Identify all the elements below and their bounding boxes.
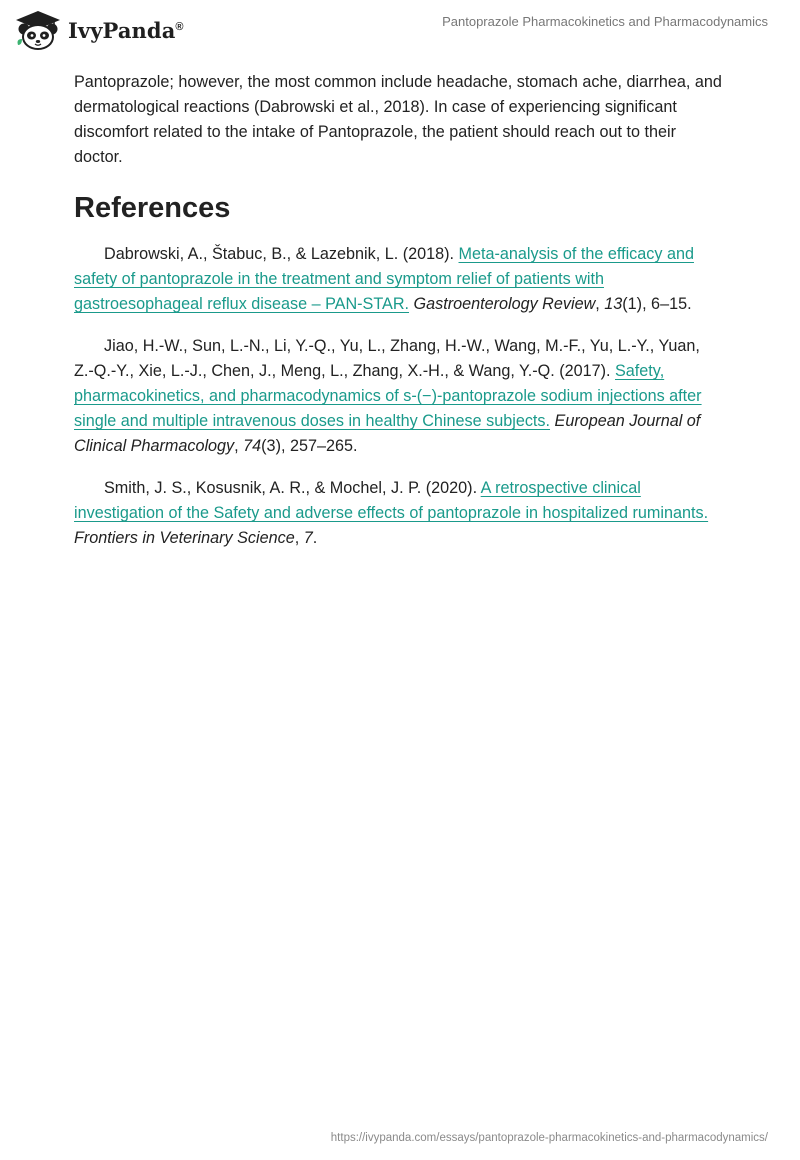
reference-journal: Frontiers in Veterinary Science — [74, 529, 295, 547]
reference-authors: Smith, J. S., Kosusnik, A. R., & Mochel, J. P. (2020). — [104, 479, 481, 497]
reference-pages: (3), 257–265. — [261, 437, 358, 455]
running-title: Pantoprazole Pharmacokinetics and Pharmacodynamics — [442, 14, 768, 29]
reference-item: Jiao, H.-W., Sun, L.-N., Li, Y.-Q., Yu, L., Zhang, H.-W., Wang, M.-F., Yu, L.-Y., Yuan, Z.-Q.-Y., Xie, L.-J., Chen, J., Meng, L., Zhang, X.-H., & Wang, Y.-Q. (2017). Safety, pharmacokinetics, and pharmacodynamics of s-(−)-pantoprazole sodium injections after single and multiple intravenous doses in healthy Chinese subjects. European Journal of Clinical Pharmacology, 74(3), 257–265. — [74, 337, 702, 455]
reference-volume: 13 — [604, 295, 623, 313]
reference-item: Dabrowski, A., Štabuc, B., & Lazebnik, L. (2018). Meta-analysis of the efficacy and safety of pantoprazole in the treatment and symptom relief of patients with gastroesophageal reflux disease – PAN-STAR. Gastroenterology Review, 13(1), 6–15. — [74, 245, 694, 313]
intro-paragraph: Pantoprazole; however, the most common include headache, stomach ache, diarrhea, and dermatological reactions (Dabrowski et al., 2018). In case of experiencing significant discomfort related to the intake of Pantoprazole, the patient should reach out to their doctor. — [74, 73, 722, 166]
reference-authors: Jiao, H.-W., Sun, L.-N., Li, Y.-Q., Yu, L., Zhang, H.-W., Wang, M.-F., Yu, L.-Y., Yuan, Z.-Q.-Y., Xie, L.-J., Chen, J., Meng, L., Zhang, X.-H., & Wang, Y.-Q. (2017). — [74, 337, 700, 380]
reference-volume: 7 — [303, 529, 313, 547]
panda-graduate-icon — [14, 9, 62, 51]
reference-title-link[interactable]: Safety, pharmacokinetics, and pharmacodynamics of s-(−)-pantoprazole sodium injections after single and multiple intravenous doses in healthy Chinese subjects. — [74, 362, 702, 430]
reference-title-link[interactable]: Meta-analysis of the efficacy and safety of pantoprazole in the treatment and symptom relief of patients with gastroesophageal reflux disease – PAN-STAR. — [74, 245, 694, 313]
document-body — [74, 70, 724, 568]
references-heading: References — [74, 192, 231, 224]
reference-journal: Gastroenterology Review — [413, 295, 596, 313]
logo-text: IvyPanda® — [68, 17, 184, 43]
reference-title-link[interactable]: A retrospective clinical investigation of the Safety and adverse effects of pantoprazole in hospitalized ruminants. — [74, 479, 709, 522]
ivypanda-logo[interactable] — [14, 8, 184, 52]
reference-volume: 74 — [243, 437, 262, 455]
reference-pages: . — [312, 529, 318, 547]
reference-journal: European Journal of Clinical Pharmacology — [74, 412, 701, 455]
reference-item: Smith, J. S., Kosusnik, A. R., & Mochel, J. P. (2020). A retrospective clinical investigation of the Safety and adverse effects of pantoprazole in hospitalized ruminants. Frontiers in Veterinary Science, 7. — [74, 479, 709, 547]
page-header — [0, 0, 800, 60]
reference-authors: Dabrowski, A., Štabuc, B., & Lazebnik, L. (2018). — [104, 245, 459, 263]
reference-pages: (1), 6–15. — [622, 295, 692, 313]
footer-url[interactable]: https://ivypanda.com/essays/pantoprazole-pharmacokinetics-and-pharmacodynamics/ — [330, 1132, 768, 1144]
